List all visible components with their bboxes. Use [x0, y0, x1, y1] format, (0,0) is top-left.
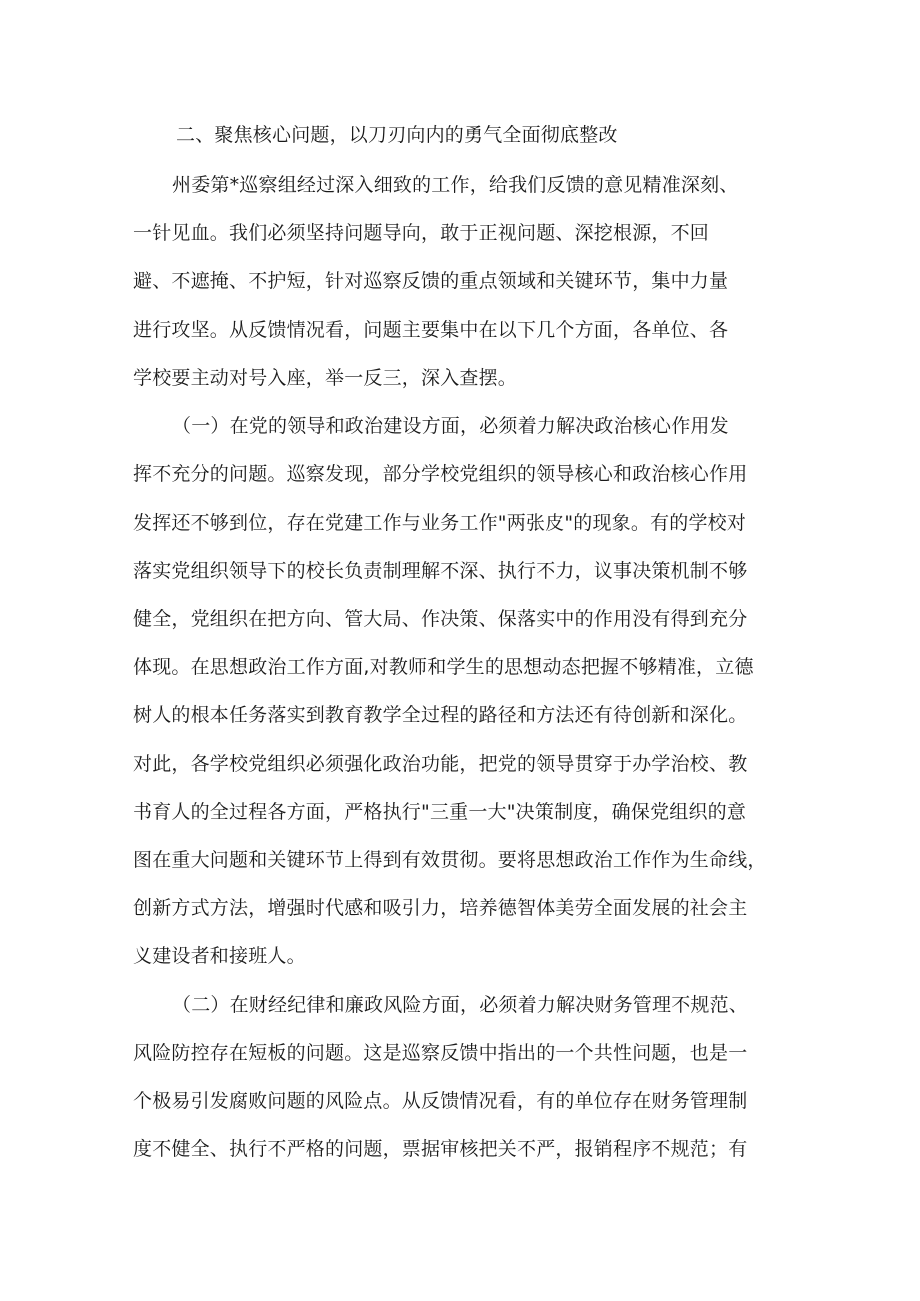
paragraph-line: 对此，各学校党组织必须强化政治功能，把党的领导贯穿于办学治校、教 — [133, 753, 748, 775]
paragraph-line: 体现。在思想政治工作方面,对教师和学生的思想动态把握不够精准，立德 — [133, 656, 754, 678]
paragraph-line: 图在重大问题和关键环节上得到有效贯彻。要将思想政治工作作为生命线， — [133, 849, 767, 871]
paragraph-line: 书育人的全过程各方面，严格执行"三重一大"决策制度，确保党组织的意 — [133, 801, 747, 823]
paragraph-line: 树人的根本任务落实到教育教学全过程的路径和方法还有待创新和深化。 — [133, 704, 748, 726]
paragraph-line: 个极易引发腐败问题的风险点。从反馈情况看，有的单位存在财务管理制 — [133, 1090, 748, 1112]
paragraph-line: 挥不充分的问题。巡察发现，部分学校党组织的领导核心和政治核心作用 — [133, 463, 748, 485]
paragraph-line: 州委第*巡察组经过深入细致的工作，给我们反馈的意见精准深刻、 — [172, 174, 739, 196]
paragraph-line: 发挥还不够到位，存在党建工作与业务工作"两张皮"的现象。有的学校对 — [133, 512, 747, 534]
paragraph-line: 避、不遮掩、不护短，针对巡察反馈的重点领域和关键环节，集中力量 — [133, 270, 729, 292]
paragraph-line: 一针见血。我们必须坚持问题导向，敢于正视问题、深挖根源，不回 — [133, 222, 710, 244]
paragraph-line: 创新方式方法，增强时代感和吸引力，培养德智体美劳全面发展的社会主 — [133, 897, 748, 919]
paragraph-line: 义建设者和接班人。 — [133, 945, 306, 967]
paragraph-line: 学校要主动对号入座，举一反三，深入查摆。 — [133, 367, 518, 389]
section-heading: 二、聚焦核心问题，以刀刃向内的勇气全面彻底整改 — [176, 124, 618, 146]
paragraph-line: 落实党组织领导下的校长负责制理解不深、执行不力，议事决策机制不够 — [133, 560, 748, 582]
paragraph-line: 度不健全、执行不严格的问题，票据审核把关不严，报销程序不规范；有 — [133, 1138, 748, 1160]
paragraph-line: 风险防控存在短板的问题。这是巡察反馈中指出的一个共性问题，也是一 — [133, 1042, 748, 1064]
paragraph-line: （二）在财经纪律和廉政风险方面，必须着力解决财务管理不规范、 — [172, 994, 749, 1016]
paragraph-line: （一）在党的领导和政治建设方面，必须着力解决政治核心作用发 — [172, 415, 729, 437]
paragraph-line: 健全，党组织在把方向、管大局、作决策、保落实中的作用没有得到充分 — [133, 608, 748, 630]
paragraph-line: 进行攻坚。从反馈情况看，问题主要集中在以下几个方面，各单位、各 — [133, 319, 729, 341]
